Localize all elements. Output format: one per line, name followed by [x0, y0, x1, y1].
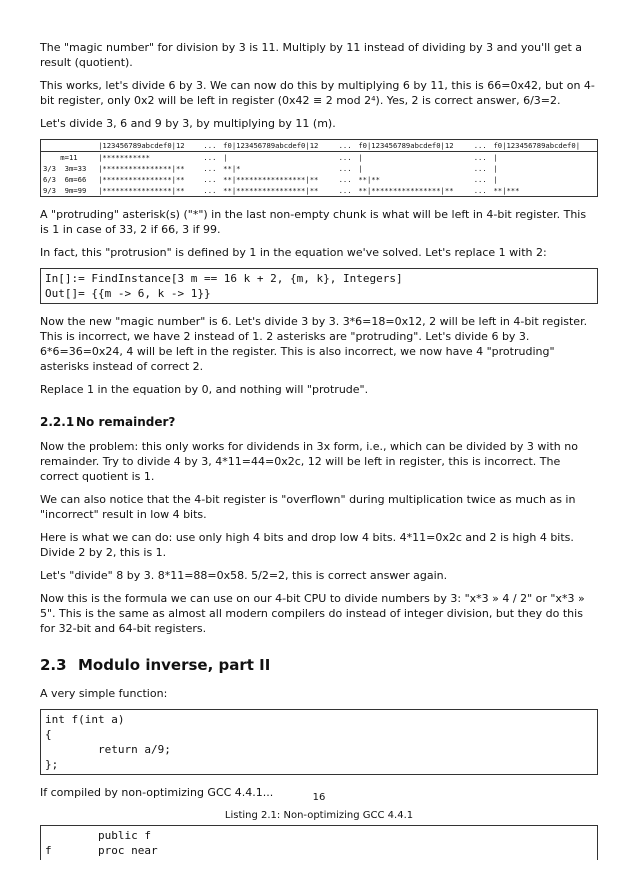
table-cell: f0|123456789abcdef0|12: [221, 140, 336, 152]
table-cell: ...: [338, 164, 352, 173]
table-cell: ...: [203, 164, 217, 173]
subsection-heading: [40, 415, 598, 429]
table-cell: 6/3 6m=66: [43, 175, 87, 184]
register-table: [40, 139, 598, 197]
table-cell: ...: [337, 140, 357, 152]
paragraph: This works, let's divide 6 by 3. We can now do this by multiplying 6 by 11, this is 66=0x42, but on 4-bit register, only 0x2 will be left in register (0x42 ≡ 2 mod 2⁴). Yes, 2 is correct answer, 6/3=2.: [40, 79, 595, 107]
page-content: [40, 40, 598, 870]
table-cell: ...: [203, 186, 217, 195]
code-line: {: [45, 728, 52, 741]
table-cell: |: [223, 153, 228, 162]
paragraph: In fact, this "protrusion" is defined by 1 in the equation we've solved. Let's replace 1 with 2:: [40, 246, 547, 259]
code-listing-mathematica: [40, 268, 598, 304]
table-cell: 9/3 9m=99: [43, 186, 87, 195]
table-cell: f0|123456789abcdef0|: [491, 140, 597, 152]
table-cell: **|***: [493, 186, 520, 195]
table-cell: **|*: [223, 164, 241, 173]
code-line: In[]:= FindInstance[3 m == 16 k + 2, {m, k}, Integers]: [45, 272, 403, 285]
table-cell: |: [493, 153, 498, 162]
table-row: [41, 185, 598, 197]
table-header-row: [41, 140, 598, 152]
subsection-title: No remainder?: [76, 415, 176, 429]
code-listing-asm: [40, 825, 598, 860]
paragraph: Here is what we can do: use only high 4 bits and drop low 4 bits. 4*11=0x2c and 2 is high 4 bits. Divide 2 by 2, this is 1.: [40, 531, 574, 559]
paragraph: Let's "divide" 8 by 3. 8*11=88=0x58. 5/2=2, this is correct answer again.: [40, 569, 448, 582]
table-cell: ...: [338, 186, 352, 195]
table-cell: 3/3 3m=33: [43, 164, 87, 173]
section-number: 2.3: [40, 656, 67, 674]
page-number: 16: [312, 792, 326, 803]
table-cell: |: [358, 164, 363, 173]
subsection-number: 2.2.1: [40, 415, 75, 429]
table-cell: |: [493, 164, 498, 173]
code-line: };: [45, 758, 59, 771]
paragraph: Replace 1 in the equation by 0, and nothing will "protrude".: [40, 383, 369, 396]
paragraph: Let's divide 3, 6 and 9 by 3, by multiplying by 11 (m).: [40, 117, 336, 130]
table-cell: **|****************|**: [223, 175, 319, 184]
code-listing-c: [40, 709, 598, 775]
table-cell: ...: [203, 153, 217, 162]
paragraph: If compiled by non-optimizing GCC 4.4.1...: [40, 786, 274, 799]
table-cell: ...: [473, 164, 487, 173]
table-cell: ...: [472, 140, 492, 152]
table-cell: **|****************|**: [358, 186, 454, 195]
code-line: return a/9;: [45, 743, 171, 756]
paragraph: Now this is the formula we can use on our 4-bit CPU to divide numbers by 3: "x*3 » 4 / 2" or "x*3 » 5". This is the same as almost all modern compilers do instead of integer division, but they do this for 32-bit and 64-bit registers.: [40, 592, 585, 635]
table-cell: |***********: [98, 153, 151, 162]
paragraph: We can also notice that the 4-bit register is "overflown" during multiplication twice as much as in "incorrect" result in low 4 bits.: [40, 493, 576, 521]
paragraph: Now the problem: this only works for dividends in 3x form, i.e., which can be divided by 3 with no remainder. Try to divide 4 by 3, 4*11=44=0x2c, 12 will be left in register, this is incorrect. The correct quotient is 1.: [40, 440, 578, 483]
table-cell: **|****************|**: [223, 186, 319, 195]
table-cell: ...: [473, 175, 487, 184]
table-cell: |****************|**: [98, 164, 185, 173]
table-cell: [41, 140, 97, 152]
table-cell: ...: [338, 175, 352, 184]
code-line: int f(int a): [45, 713, 125, 726]
section-heading: [40, 656, 598, 674]
table-row: [41, 152, 598, 164]
paragraph: The "magic number" for division by 3 is 11. Multiply by 11 instead of dividing by 3 and you'll get a result (quotient).: [40, 41, 582, 69]
table-cell: |****************|**: [98, 186, 185, 195]
table-cell: m=11: [43, 153, 78, 162]
table-row: [41, 163, 598, 174]
code-line: f proc near: [45, 844, 158, 857]
table-cell: ...: [201, 140, 221, 152]
table-cell: ...: [473, 153, 487, 162]
table-cell: ...: [203, 175, 217, 184]
table-cell: |: [493, 175, 498, 184]
table-cell: ...: [473, 186, 487, 195]
table-cell: |123456789abcdef0|12: [96, 140, 201, 152]
code-line: public f: [45, 829, 151, 842]
paragraph: A very simple function:: [40, 687, 168, 700]
table-row: [41, 174, 598, 185]
listing-caption: Listing 2.1: Non-optimizing GCC 4.4.1: [224, 810, 414, 821]
table-cell: ...: [338, 153, 352, 162]
table-cell: **|**: [358, 175, 380, 184]
paragraph: A "protruding" asterisk(s) ("*") in the last non-empty chunk is what will be left in 4-bit register. This is 1 in case of 33, 2 if 66, 3 if 99.: [40, 208, 587, 236]
table-cell: |: [358, 153, 363, 162]
paragraph: Now the new "magic number" is 6. Let's divide 3 by 3. 3*6=18=0x12, 2 will be left in 4-bit register. This is incorrect, we have 2 instead of 1. 2 asterisks are "protruding". Let's divide 6 by 3. 6*6=36=0x24, 4 will be left in the register. This is also incorrect, we now have 4 "protruding" asterisks instead of correct 2.: [40, 315, 588, 373]
code-line: Out[]= {{m -> 6, k -> 1}}: [45, 287, 211, 300]
table-cell: |****************|**: [98, 175, 185, 184]
table-cell: f0|123456789abcdef0|12: [356, 140, 471, 152]
section-title: Modulo inverse, part II: [78, 656, 271, 674]
